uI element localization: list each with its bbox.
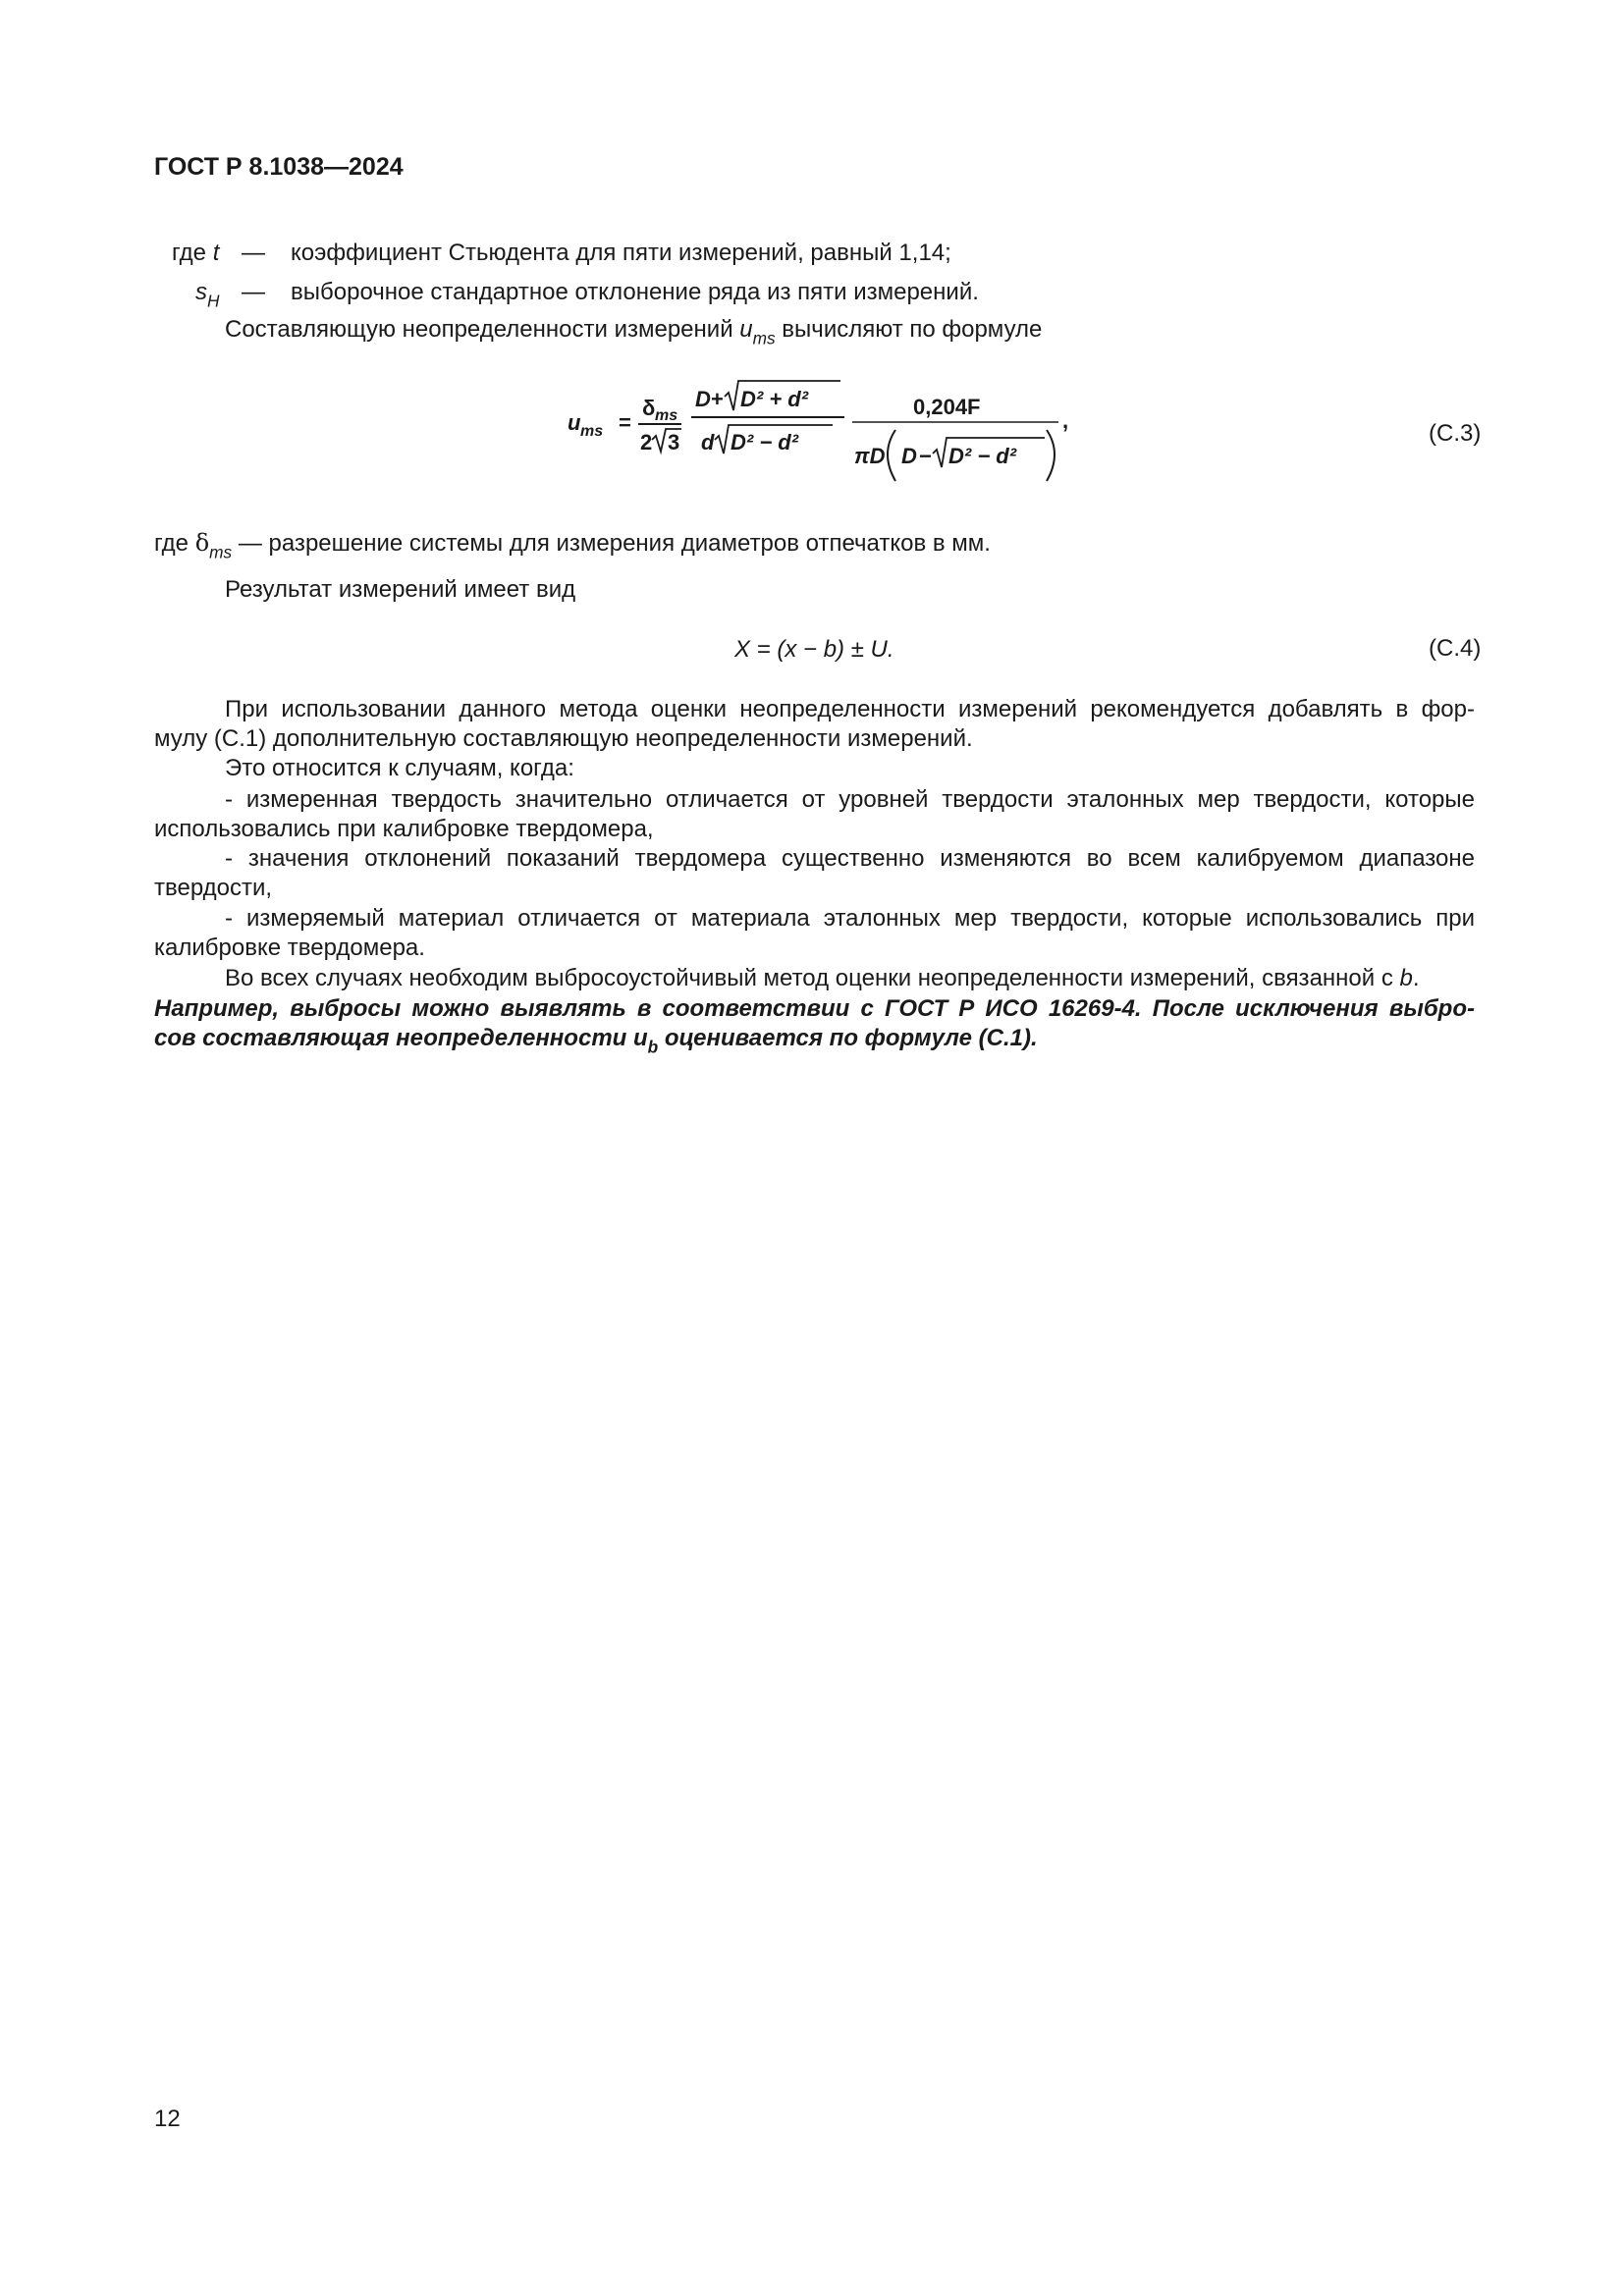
p4-line1: Например, выбросы можно выявлять в соответствии с ГОСТ Р ИСО 16269-4. После исключения выбро- [154,995,1475,1022]
bullet2-line2: твердости, [154,875,273,901]
definition-sh [195,278,220,311]
p4-symbol: u [632,1025,648,1051]
p3-symbol: b [1399,965,1413,991]
def-delta-prefix: где [154,530,195,557]
bullet1-line1: - измеренная твердость значительно отличается от уровней твердости эталонных мер твердости, которые [225,786,1475,813]
def-text: коэффициент Стьюдента для пяти измерений, равный 1,14; [291,240,951,266]
f2-num-plus: + [711,387,724,411]
def-prefix: где [172,240,213,266]
formula-c3-number: (С.3) [1429,420,1482,447]
bullet2-line1: - значения отклонений показаний твердомера существенно изменяются во всем калибруемом диапазоне [225,845,1475,872]
f2-num-a: D [695,387,711,411]
document-header: ГОСТ Р 8.1038—2024 [154,153,404,181]
p4-symbol-sub: b [647,1037,659,1057]
f3-den-a: πD [854,444,886,468]
p1-line1: При использовании данного метода оценки неопределенности измерений рекомендуется добавлять в фор- [225,696,1475,722]
f2-den-a: d [701,430,715,454]
f1-num-sub: ms [655,407,678,424]
f1-den-coef: 2 [640,430,653,454]
p4-text-after: оценивается по формуле (С.1). [658,1025,1038,1051]
bullet3-line1: - измеряемый материал отличается от материала эталонных мер твердости, которые использовались при [225,905,1475,932]
p3-text-after: . [1412,965,1420,991]
formula-equals: = [619,410,631,435]
p3 [225,964,1420,993]
f1-num-delta: δ [642,396,656,420]
page-number: 12 [154,2106,181,2132]
result-intro: Результат измерений имеет вид [225,576,576,603]
def-delta-text: — разрешение системы для измерения диаметров отпечатков в мм. [232,530,991,557]
p1-line2: мулу (С.1) дополнительную составляющую неопределенности измерений. [154,725,973,752]
f2-den-rad: D² − d² [731,430,799,454]
def-text: выборочное стандартное отклонение ряда из пяти измерений. [291,279,979,305]
p4-text: сов составляющая неопределенности [154,1025,633,1051]
f3-num: 0,204F [913,395,981,419]
def-delta-sub: ms [209,542,233,562]
intro-text: Составляющую неопределенности измерений [225,316,740,343]
p3-text: Во всех случаях необходим выбросоустойчивый метод оценки неопределенности измерений, связанной с [225,965,1400,991]
def-symbol: s [195,279,207,305]
p2: Это относится к случаям, когда: [225,755,574,781]
f3-den-b: D [901,444,917,468]
f1-den-rad: 3 [668,430,680,454]
intro-ums-line [225,315,1043,348]
intro-symbol: u [739,316,753,343]
f3-left-paren [888,430,895,481]
intro-symbol-sub: ms [752,328,776,348]
formula-tail-comma: , [1062,408,1069,433]
formula-lhs-sub: ms [580,423,604,440]
formula-c3 [568,371,1078,489]
f3-right-paren [1047,430,1055,481]
def-symbol-sub: H [207,291,220,311]
intro-text-after: вычисляют по формуле [775,316,1043,343]
def-symbol: t [212,240,220,266]
definition-t [172,239,219,268]
formula-c3-svg [568,371,1078,489]
bullet3-line2: калибровке твердомера. [154,934,425,961]
def-delta-symbol: δ [194,529,210,557]
p4-line2 [154,1024,1038,1057]
formula-c4-number: (С.4) [1429,635,1482,662]
bullet1-line2: использовались при калибровке твердомера, [154,816,654,842]
formula-lhs: u [568,410,581,435]
formula-c4: X = (x − b) ± U. [734,636,894,663]
def-dash: — [242,240,265,266]
f2-num-rad: D² + d² [740,387,809,411]
def-dash: — [242,279,265,305]
definition-delta [154,528,991,562]
f3-den-rad: D² − d² [948,444,1017,468]
f3-den-minus: − [919,444,932,468]
